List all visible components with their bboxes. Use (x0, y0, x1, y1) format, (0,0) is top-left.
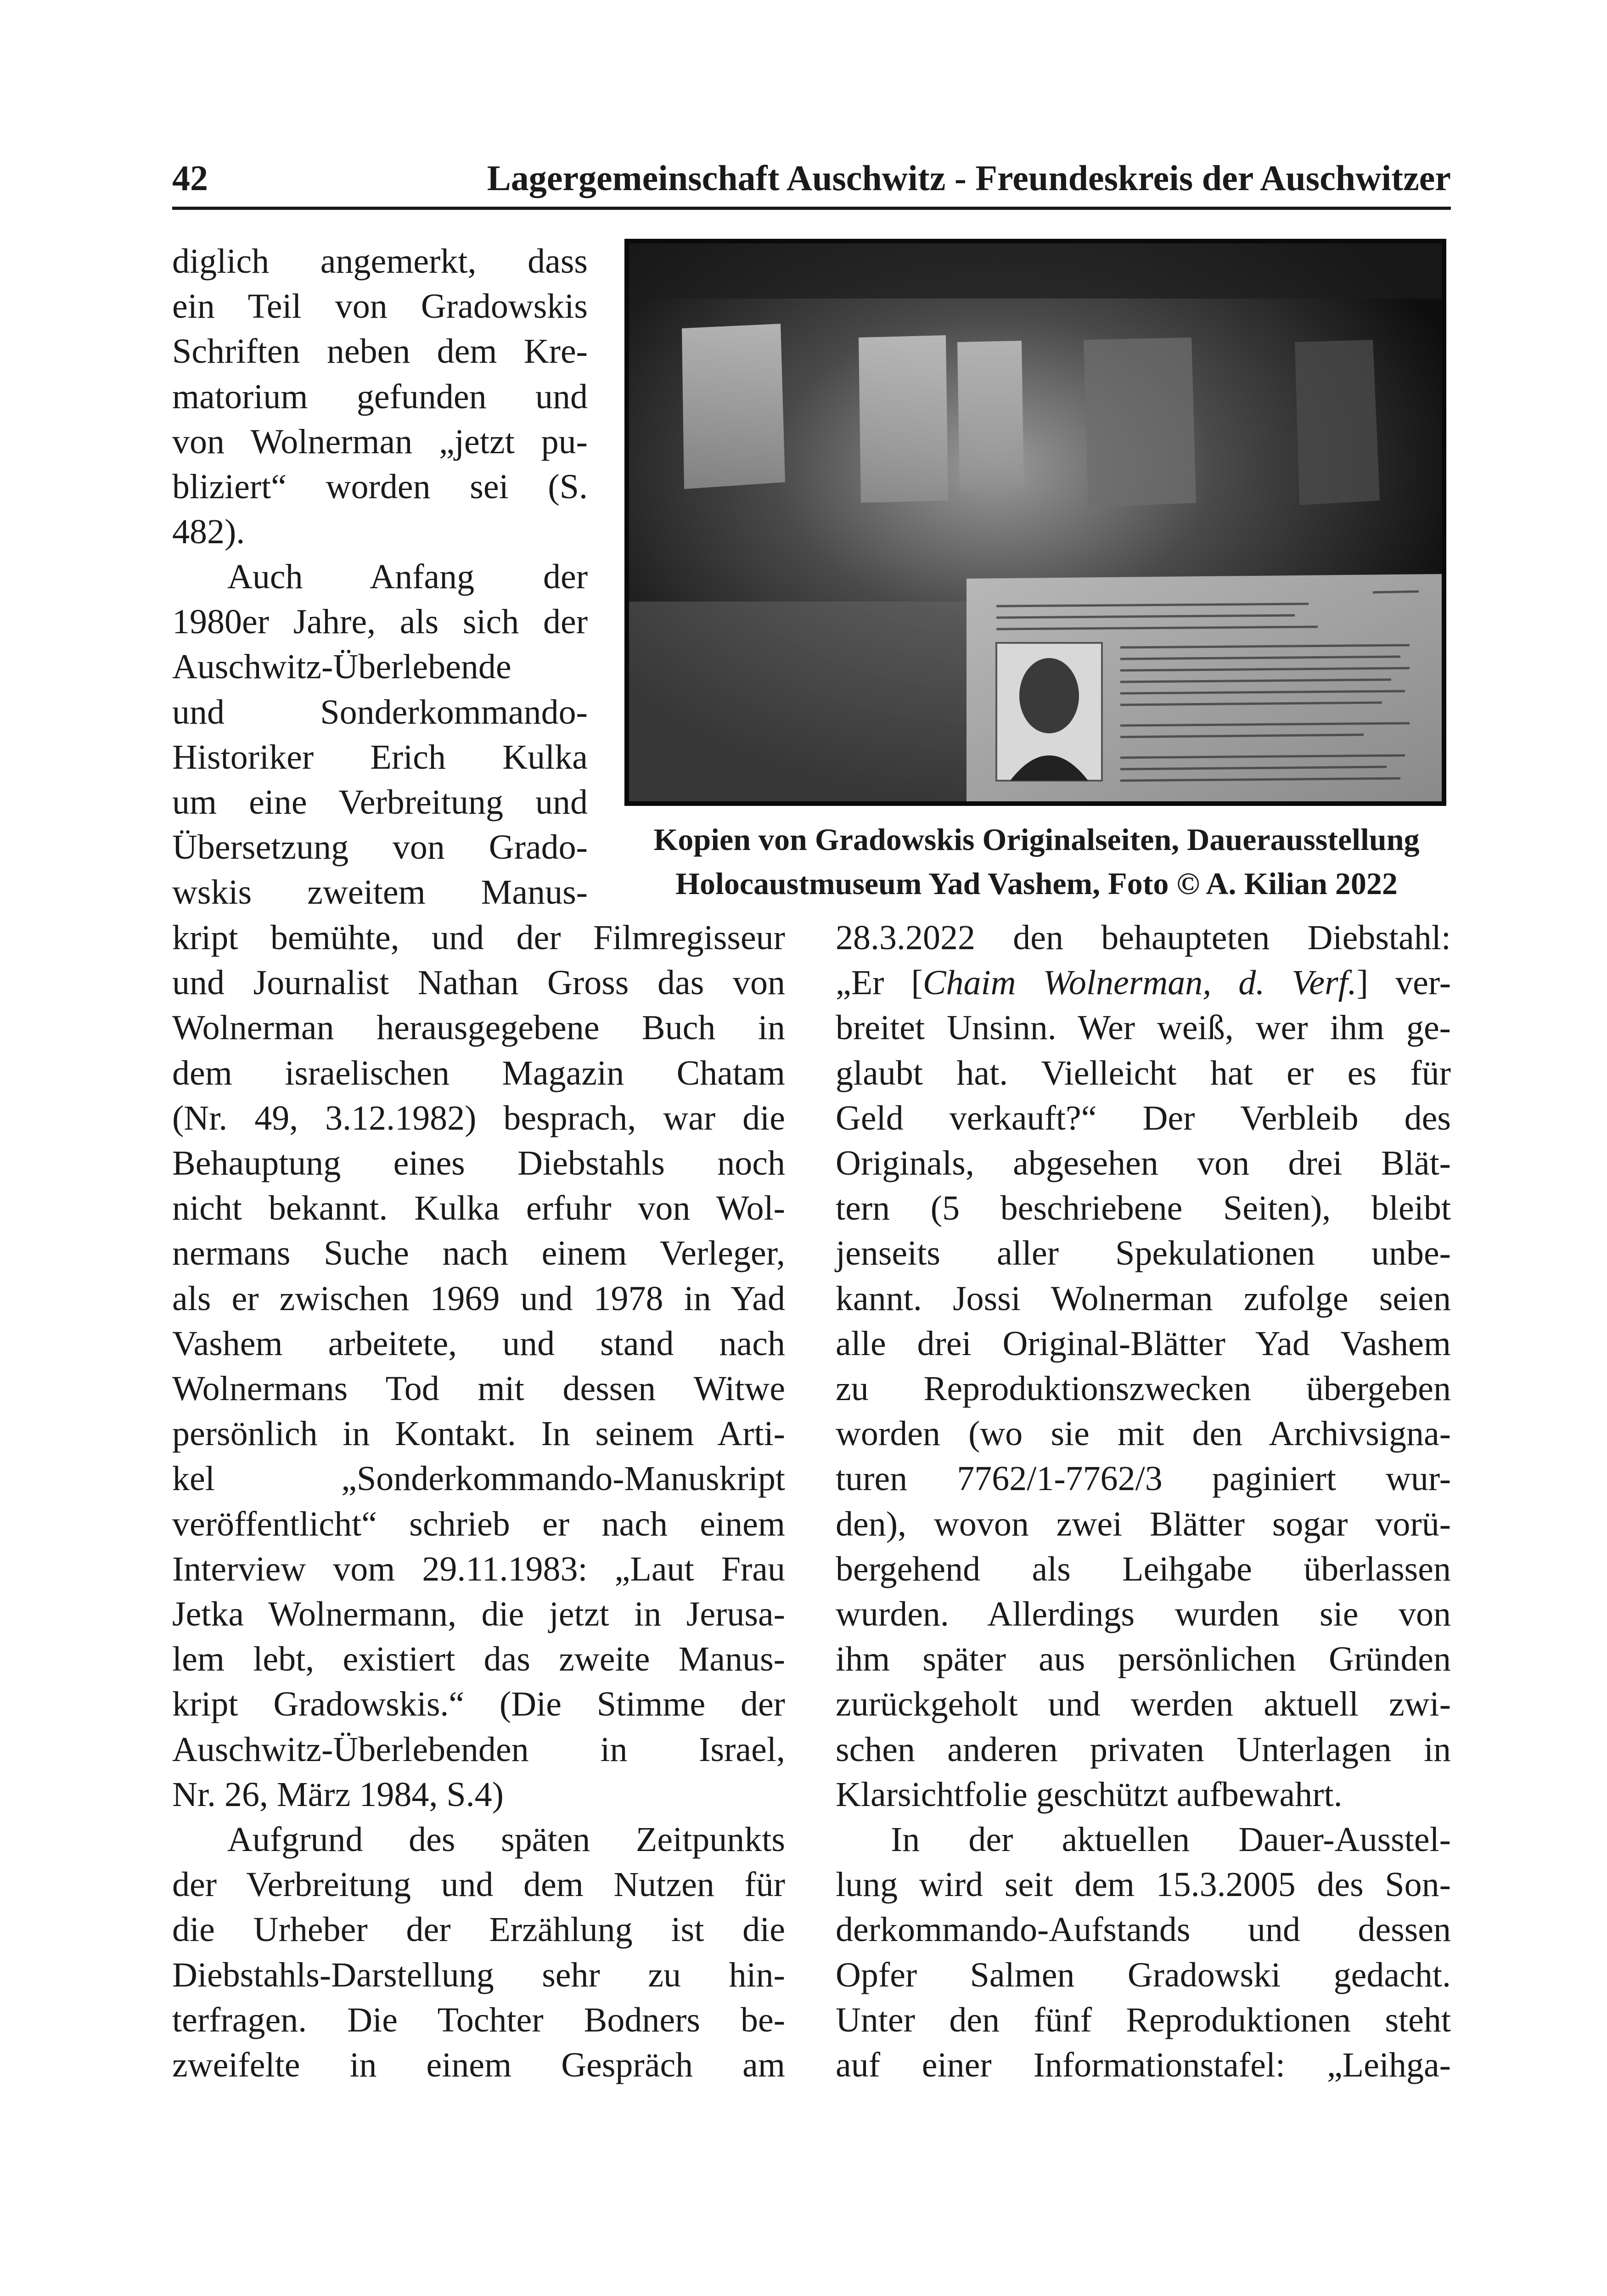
text-line: nicht bekannt. Kulka erfuhr von Wol- (172, 1189, 785, 1228)
text-line: Wolnerman herausgegebene Buch in (172, 1008, 785, 1047)
text-line: bliziert“ worden sei (S. (172, 467, 588, 506)
text-line: den), wovon zwei Blätter sogar vorü- (836, 1504, 1451, 1543)
text-line: diglich angemerkt, dass (172, 242, 588, 281)
page-number: 42 (172, 158, 208, 198)
text-line: terfragen. Die Tochter Bodners be- (172, 2000, 785, 2039)
text-line: zurückgeholt und werden aktuell zwi- (836, 1685, 1451, 1724)
text-line: Unter den fünf Reproduktionen steht (836, 2000, 1451, 2039)
text-line: Auschwitz-Überlebenden in Israel, (172, 1730, 785, 1769)
text-line: lung wird seit dem 15.3.2005 des Son- (836, 1865, 1451, 1904)
text-line: Auschwitz-Überlebende (172, 647, 511, 687)
caption-line: Holocaustmuseum Yad Vashem, Foto © A. Kilian 2022 (675, 866, 1398, 901)
text-line: lem lebt, existiert das zweite Manus- (172, 1640, 785, 1679)
text-line: alle drei Original-Blätter Yad Vashem (836, 1324, 1451, 1363)
text-line: Übersetzung von Grado- (172, 828, 588, 867)
text-line (836, 960, 1451, 1005)
text-line: turen 7762/1-7762/3 paginiert wur- (836, 1459, 1451, 1498)
text-line: persönlich in Kontakt. In seinem Arti- (172, 1414, 785, 1453)
text-line: Klarsichtfolie geschützt aufbewahrt. (836, 1775, 1343, 1814)
text-line: Originals, abgesehen von drei Blät- (836, 1144, 1451, 1183)
text-line: matorium gefunden und (172, 377, 588, 416)
text-line: ihm später aus persönlichen Gründen (836, 1640, 1451, 1679)
text-line: Auch Anfang der (227, 557, 588, 596)
text-line: dem israelischen Magazin Chatam (172, 1053, 785, 1092)
text-line: Aufgrund des späten Zeitpunkts (227, 1820, 785, 1859)
text-line: Geld verkauft?“ Der Verbleib des (836, 1098, 1451, 1137)
text-line: breitet Unsinn. Wer weiß, wer ihm ge- (836, 1008, 1451, 1047)
text-line: Behauptung eines Diebstahls noch (172, 1144, 785, 1183)
text-line: kel „Sonderkommando-Manuskript (172, 1459, 785, 1498)
text-line: Schriften neben dem Kre- (172, 332, 588, 371)
text-line: die Urheber der Erzählung ist die (172, 1910, 785, 1949)
text-line: zu Reproduktionszwecken übergeben (836, 1369, 1451, 1408)
left-paragraph-3 (172, 1817, 785, 2088)
text-line: derkommando-Aufstands und dessen (836, 1910, 1451, 1949)
exhibit-photo (624, 239, 1446, 806)
text-line: 28.3.2022 den behaupteten Diebstahl: (836, 918, 1451, 957)
figure-caption (622, 817, 1451, 906)
text-line: worden (wo sie mit den Archivsigna- (836, 1414, 1451, 1453)
text-fragment: „Er [ (836, 963, 923, 1002)
text-line: Nr. 26, März 1984, S.4) (172, 1775, 504, 1814)
manuscript-sheet (957, 341, 1024, 491)
text-line: zweifelte in einem Gespräch am (172, 2046, 785, 2085)
manuscript-sheet (859, 335, 948, 503)
text-line: glaubt hat. Vielleicht hat er es für (836, 1053, 1451, 1092)
text-line: (Nr. 49, 3.12.1982) besprach, war die (172, 1098, 785, 1137)
text-line: nermans Suche nach einem Verleger, (172, 1234, 785, 1273)
text-line: 482). (172, 512, 245, 551)
text-line: wskis zweitem Manus- (172, 873, 588, 912)
left-paragraph-2-narrow (172, 554, 588, 915)
text-line: In der aktuellen Dauer-Ausstel- (891, 1820, 1451, 1859)
right-paragraph-2 (836, 1817, 1451, 2088)
manuscript-sheet (682, 324, 785, 489)
text-line: jenseits aller Spekulationen unbe- (836, 1234, 1451, 1273)
text-line: ein Teil von Gradowskis (172, 287, 588, 326)
text-line: Wolnermans Tod mit dessen Witwe (172, 1369, 785, 1408)
manuscript-sheet (1084, 338, 1196, 507)
text-line: tern (5 beschriebene Seiten), bleibt (836, 1189, 1451, 1228)
left-paragraph-2-wide (172, 915, 785, 1817)
manuscript-sheet (1295, 340, 1380, 505)
text-line: 1980er Jahre, als sich der (172, 602, 588, 642)
text-line: veröffentlicht“ schrieb er nach einem (172, 1504, 785, 1543)
page-header (172, 152, 1451, 210)
italic-insertion: Chaim Wolnerman, d. Verf. (922, 963, 1357, 1002)
text-line: als er zwischen 1969 und 1978 in Yad (172, 1279, 785, 1318)
text-line: kript bemühte, und der Filmregisseur (172, 918, 785, 957)
text-line: kannt. Jossi Wolnerman zufolge seien (836, 1279, 1451, 1318)
text-line: bergehend als Leihgabe überlassen (836, 1549, 1451, 1588)
text-line: der Verbreitung und dem Nutzen für (172, 1865, 785, 1904)
running-title: Lagergemeinschaft Auschwitz - Freundeskreis der Auschwitzer (487, 158, 1451, 198)
text-line: und Journalist Nathan Gross das von (172, 963, 785, 1002)
text-fragment: ] ver- (1356, 963, 1451, 1002)
text-line: von Wolnerman „jetzt pu- (172, 422, 588, 461)
text-line: kript Gradowskis.“ (Die Stimme der (172, 1685, 785, 1724)
exhibit-photo-drawing (629, 243, 1442, 801)
text-line: wurden. Allerdings wurden sie von (836, 1595, 1451, 1634)
text-line: auf einer Informationstafel: „Leihga- (836, 2046, 1451, 2085)
text-line: schen anderen privaten Unterlagen in (836, 1730, 1451, 1769)
text-line: und Sonderkommando- (172, 692, 588, 732)
text-line: Interview vom 29.11.1983: „Laut Frau (172, 1549, 785, 1588)
text-line: um eine Verbreitung und (172, 783, 588, 822)
left-paragraph-1 (172, 239, 588, 554)
text-line: Historiker Erich Kulka (172, 737, 588, 777)
right-paragraph-1 (836, 915, 1451, 1817)
text-line: Vashem arbeitete, und stand nach (172, 1324, 785, 1363)
text-line: Diebstahls-Darstellung sehr zu hin- (172, 1955, 785, 1994)
text-line: Jetka Wolnermann, die jetzt in Jerusa- (172, 1595, 785, 1634)
caption-line: Kopien von Gradowskis Originalseiten, Dauerausstellung (653, 822, 1420, 857)
text-line: Opfer Salmen Gradowski gedacht. (836, 1955, 1451, 1994)
